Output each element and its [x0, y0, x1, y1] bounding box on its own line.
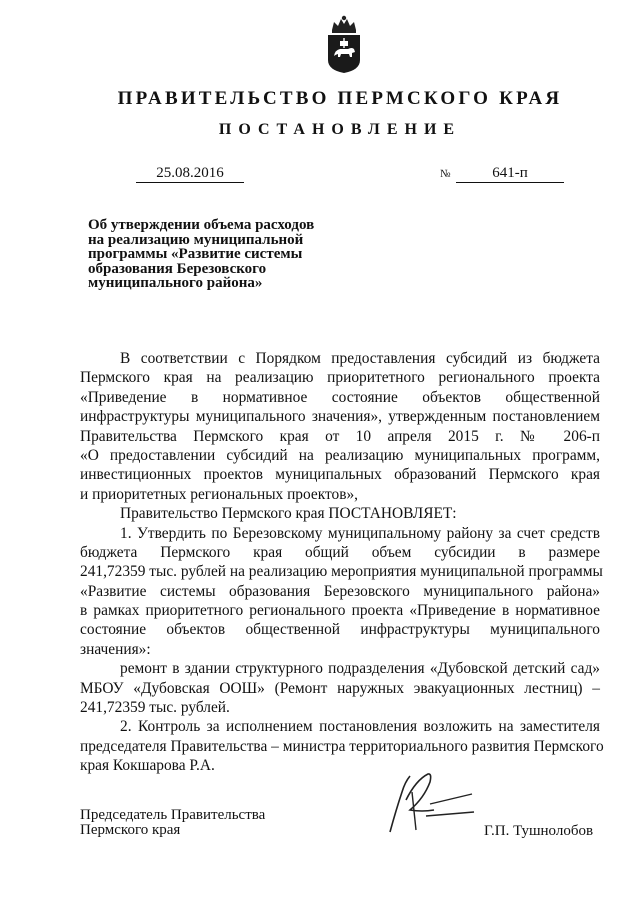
organization-title: ПРАВИТЕЛЬСТВО ПЕРМСКОГО КРАЯ [117, 88, 563, 109]
document-type: ПОСТАНОВЛЕНИЕ [218, 121, 462, 138]
body-line: состояние объектов общественной инфраструктуры муниципального [80, 621, 600, 639]
body-line: 241,72359 тыс. рублей на реализацию мероприятия муниципальной программы [80, 563, 603, 581]
document-body [80, 349, 604, 776]
number-sign: № [440, 168, 451, 180]
body-line: председателя Правительства – министра территориального развития Пермского [80, 737, 604, 755]
body-line: В соответствии с Порядком предоставления субсидий из бюджета [120, 350, 600, 367]
body-line: 2. Контроль за исполнением постановления возложить на заместителя [120, 718, 600, 736]
subject-line: муниципального района» [88, 275, 263, 291]
subject-line: на реализацию муниципальной [88, 231, 304, 248]
signatory-name: Г.П. Тушнолобов [484, 823, 594, 839]
body-line: Пермского края на реализацию приоритетного регионального проекта [80, 369, 600, 387]
body-line: МБОУ «Дубовская ООШ» (Ремонт наружных эвакуационных лестниц) – [80, 679, 600, 697]
body-line: в рамках приоритетного регионального проекта «Приведение в нормативное [80, 602, 600, 620]
body-line: Правительство Пермского края ПОСТАНОВЛЯЕТ: [120, 505, 457, 523]
document-subject [88, 218, 338, 291]
body-line: Правительства Пермского края от 10 апреля 2015 г. № 206-п [80, 427, 600, 445]
subject-line: Об утверждении объема расходов [88, 217, 315, 233]
position-line: Пермского края [80, 822, 181, 838]
handwritten-signature-icon [372, 770, 482, 836]
body-line: бюджета Пермского края общий объем субсидии в размере [80, 543, 600, 561]
signatory-position [80, 808, 265, 838]
coat-of-arms-icon [322, 14, 366, 74]
body-line: инвестиционных проектов муниципальных образований Пермского края [80, 466, 600, 484]
body-line: «Развитие системы образования Березовского муниципального района» [80, 582, 600, 600]
body-line: края Кокшарова Р.А. [80, 757, 215, 775]
body-line: и приоритетных региональных проектов», [80, 485, 359, 503]
body-line: значения»: [80, 640, 151, 658]
body-line: «О предоставлении субсидий на реализацию муниципальных программ, [80, 446, 600, 464]
body-line: инфраструктуры муниципального значения», утвержденным постановлением [80, 408, 600, 426]
body-line: 241,72359 тыс. рублей. [80, 699, 230, 717]
position-line: Председатель Правительства [80, 807, 266, 823]
body-line: «Приведение в нормативное состояние объектов общественной [80, 388, 600, 406]
body-line: 1. Утвердить по Березовскому муниципальному району за счет средств [120, 524, 600, 542]
document-date: 25.08.2016 [136, 164, 244, 183]
subject-line: образования Березовского [88, 260, 267, 277]
subject-line: программы «Развитие системы [88, 246, 303, 262]
document-number: 641-п [456, 164, 564, 183]
body-line: ремонт в здании структурного подразделения «Дубовской детский сад» [120, 660, 600, 678]
